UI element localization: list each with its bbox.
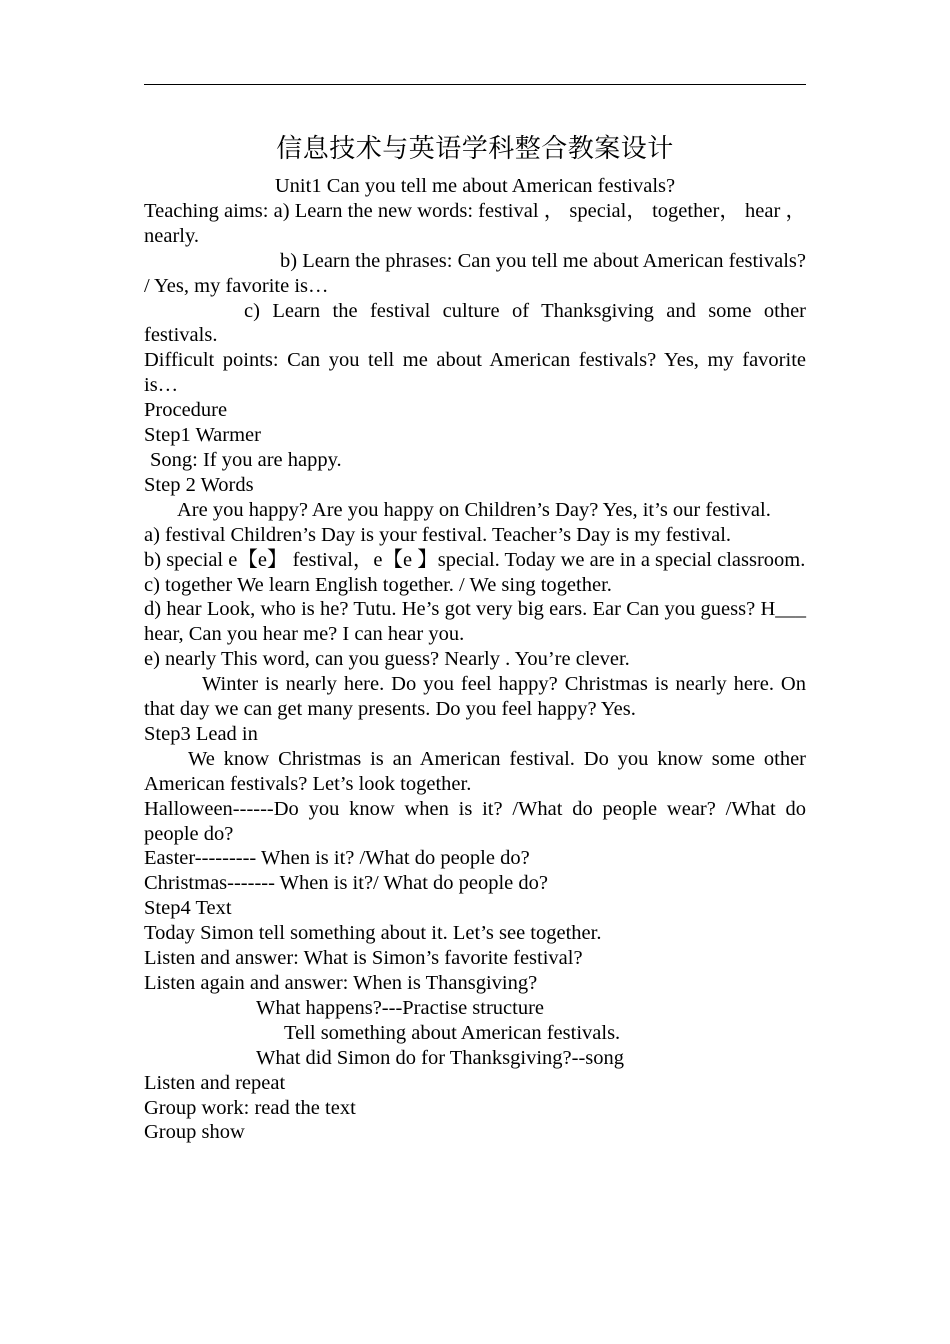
step4-line-9: Group show [144,1121,245,1144]
step1-song: Song: If you are happy. [150,448,342,471]
unit-subtitle: Unit1 Can you tell me about American festivals? [274,175,676,197]
step3-christmas: Christmas------- When is it?/ What do people do? [144,872,549,895]
step2-word-nearly: e) nearly This word, can you guess? Nearly . You’re clever. [144,648,630,671]
step4-line-8: Group work: read the text [144,1096,356,1119]
step4-line-5: Tell something about American festivals. [284,1021,621,1044]
step2-nearly-example: Winter is nearly here. Do you feel happy? Christmas is nearly here. On that day we can get many presents. Do you feel happy? Yes. [144,673,806,721]
header-rule [144,84,806,85]
step3-intro: We know Christmas is an American festival. Do you know some other American festivals? Let’s look together. [144,747,806,795]
step4-line-3: Listen again and answer: When is Thansgiving? [144,972,538,994]
teaching-aims-a: Teaching aims: a) Learn the new words: festival ， special， together， hear ， nearly. [144,199,806,247]
step3-easter: Easter--------- When is it? /What do people do? [144,847,530,870]
step3-heading: Step3 Lead in [144,722,258,745]
difficult-points: Difficult points: Can you tell me about American festivals? Yes, my favorite is… [144,349,806,397]
teaching-aims-c: c) Learn the festival culture of Thanksgiving and some other festivals. [144,299,806,347]
step4-line-6: What did Simon do for Thanksgiving?--song [256,1046,625,1069]
step2-intro: Are you happy? Are you happy on Children’s Day? Yes, it’s our festival. [177,498,771,521]
teaching-aims-b: b) Learn the phrases: Can you tell me about American festivals? / Yes, my favorite is… [144,249,806,297]
step3-halloween: Halloween------Do you know when is it? /What do people wear? /What do people do? [144,797,806,845]
step2-word-together: c) together We learn English together. / We sing together. [144,573,612,596]
step4-line-1: Today Simon tell something about it. Let’s see together. [144,922,602,945]
lesson-plan-body [144,174,806,1145]
page-title: 信息技术与英语学科整合教案设计 [276,134,674,164]
step4-line-7: Listen and repeat [144,1071,286,1094]
step2-word-festival: a) festival Children’s Day is your festival. Teacher’s Day is my festival. [144,523,732,546]
step2-heading: Step 2 Words [144,473,254,496]
step2-word-hear: d) hear Look, who is he? Tutu. He’s got very big ears. Ear Can you guess? H___ hear, Can you hear me? I can hear you. [144,598,806,646]
procedure-heading: Procedure [144,399,228,422]
step2-word-special: b) special e【e】 festival，e【e 】special. Today we are in a special classroom. [144,548,806,571]
step4-heading: Step4 Text [144,897,232,920]
step4-line-2: Listen and answer: What is Simon’s favorite festival? [144,947,583,970]
step4-line-4: What happens?---Practise structure [256,996,545,1019]
step1-heading: Step1 Warmer [144,424,261,447]
